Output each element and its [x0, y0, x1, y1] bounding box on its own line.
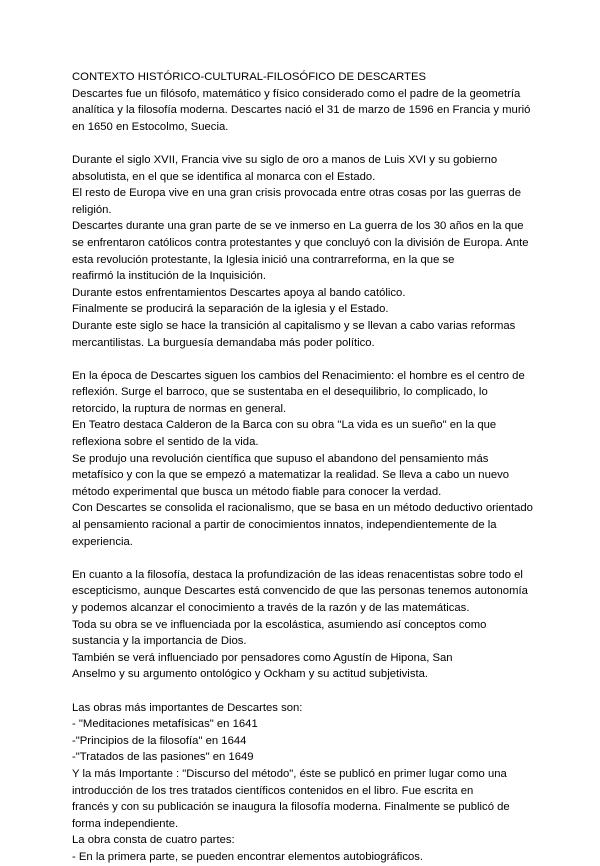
text-line: en 1650 en Estocolmo, Suecia. [72, 120, 229, 133]
paragraph [72, 700, 560, 866]
text-line: experiencia. [72, 535, 133, 548]
text-line: Y la más Importante : "Discurso del método", éste se publicó en primer lugar como una [72, 767, 507, 780]
text-line: y podemos alcanzar el conocimiento a través de la razón y de las matemáticas. [72, 602, 470, 614]
text-line: - "Meditaciones metafísicas" en 1641 [72, 718, 258, 731]
document-body [72, 69, 560, 866]
text-line: método experimental que busca un método fiable para conocer la verdad. [72, 485, 442, 498]
text-line: En la época de Descartes siguen los cambios del Renacimiento: el hombre es el centro de [72, 369, 525, 382]
text-line: forma independiente. [72, 817, 179, 830]
text-line: Las obras más importantes de Descartes son: [72, 701, 303, 714]
text-line: absolutista, en el que se identifica al monarca con el Estado. [72, 170, 376, 183]
text-line: -"Principios de la filosofía" en 1644 [72, 734, 247, 747]
paragraph-gap [72, 683, 560, 700]
text-line: Con Descartes se consolida el racionalismo, que se basa en un método deductivo orientado [72, 502, 533, 515]
text-line: reafirmó la institución de la Inquisición. [72, 270, 267, 283]
paragraph-gap [72, 135, 560, 152]
text-line: analítica y la filosofía moderna. Descartes nació el 31 de marzo de 1596 en Francia y murió [72, 104, 531, 117]
text-line: escepticismo, aunque Descartes está convencido de que las personas tenemos autonomía [72, 585, 528, 598]
paragraph-gap [72, 351, 560, 368]
text-line: religión. [72, 203, 112, 216]
paragraph [72, 86, 560, 136]
text-line: reflexiona sobre el sentido de la vida. [72, 436, 259, 449]
text-line: -"Tratados de las pasiones" en 1649 [72, 751, 254, 764]
text-line: mercantilistas. La burguesía demandaba más poder político. [72, 336, 375, 349]
text-line: introducción de los tres tratados científicos contenidos en el libro. Fue escrita en [72, 784, 474, 797]
text-line: se enfrentaron católicos contra protestantes y que concluyó con la división de Europa. Ante [72, 236, 529, 249]
text-line: La obra consta de cuatro partes: [72, 834, 235, 847]
document-title: CONTEXTO HISTÓRICO-CULTURAL-FILOSÓFICO DE DESCARTES [72, 71, 427, 83]
text-line: Durante este siglo se hace la transición al capitalismo y se llevan a cabo varias reformas [72, 319, 516, 332]
text-line: Se produjo una revolución científica que supuso el abandono del pensamiento más [72, 452, 489, 465]
text-line: También se verá influenciado por pensadores como Agustín de Hipona, San [72, 651, 453, 664]
text-line: al pensamiento racional a partir de conocimientos innatos, independientemente de la [72, 519, 497, 532]
text-line: Toda su obra se ve influenciada por la escolástica, asumiendo así conceptos como [72, 618, 487, 631]
paragraph [72, 368, 560, 551]
text-line: En Teatro destaca Calderon de la Barca con su obra "La vida es un sueño" en la que [72, 419, 497, 432]
text-line: Descartes fue un filósofo, matemático y físico considerado como el padre de la geometría [72, 87, 521, 100]
paragraph [72, 567, 560, 683]
text-line: Descartes durante una gran parte de se ve inmerso en La guerra de los 30 años en la que [72, 220, 524, 233]
paragraph [72, 152, 560, 351]
text-line: Durante estos enfrentamientos Descartes apoya al bando católico. [72, 286, 406, 299]
text-line: Anselmo y su argumento ontológico y Ockham y su actitud subjetivista. [72, 668, 429, 681]
text-line: - En la primera parte, se pueden encontrar elementos autobiográficos. [72, 850, 424, 863]
text-line: Finalmente se producirá la separación de la iglesia y el Estado. [72, 303, 389, 316]
document-content [72, 86, 560, 866]
text-line: reflexión. Surge el barroco, que se sustentaba en el desequilibrio, lo complicado, lo [72, 386, 488, 399]
text-line: El resto de Europa vive en una gran crisis provocada entre otras cosas por las guerras de [72, 187, 521, 200]
text-line: retorcido, la ruptura de normas en general. [72, 402, 287, 415]
text-line: metafísico y con la que se empezó a matematizar la realidad. Se lleva a cabo un nuevo [72, 469, 510, 482]
text-line: En cuanto a la filosofía, destaca la profundización de las ideas renacentistas sobre todo el [72, 568, 523, 581]
text-line: esta revolución protestante, la Iglesia inició una contrarreforma, en la que se [72, 253, 455, 266]
paragraph-gap [72, 550, 560, 567]
text-line: Durante el siglo XVII, Francia vive su siglo de oro a manos de Luis XVI y su gobierno [72, 153, 498, 166]
text-line: sustancia y la importancia de Dios. [72, 635, 247, 648]
text-line: francés y con su publicación se inaugura la filosofía moderna. Finalmente se publicó de [72, 801, 510, 814]
